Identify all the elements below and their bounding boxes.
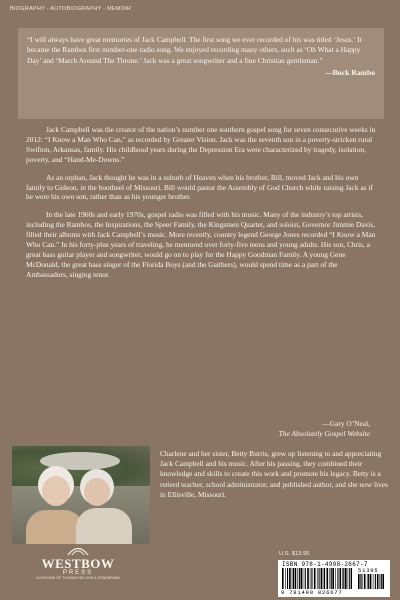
- barcode-bar: [285, 568, 286, 589]
- barcode-bar: [380, 574, 381, 589]
- endorsement-attribution: —Buck Rambo: [324, 68, 375, 78]
- barcode-bars-main: [282, 568, 352, 589]
- barcode-bar: [305, 568, 306, 589]
- barcode-bar: [303, 568, 304, 589]
- description-paragraph-2: As an orphan, Jack thought he was in a suburb of Heaven when his brother, Bill, moved Jack and his own family to Gideon, in the bootheel of Missouri. Bill would pastor the Assembly of God Church while raising Jack as if he were his own son, rather than as his younger brother.: [26, 172, 373, 202]
- photo-fountain: [40, 452, 120, 470]
- barcode-bar: [345, 568, 347, 589]
- genre-label: BIOGRAPHY - AUTOBIOGRAPHY - MEMOIR: [10, 6, 132, 12]
- arch-icon: [67, 546, 89, 555]
- barcode-bar: [282, 568, 284, 589]
- barcode-bars-addon: [358, 574, 384, 589]
- isbn-text: ISBN 978-1-4908-2667-7: [282, 561, 368, 568]
- barcode-bar: [364, 574, 366, 589]
- barcode-bar: [351, 568, 352, 589]
- author-bio: [160, 449, 388, 500]
- barcode-bar: [323, 568, 324, 589]
- barcode-bar: [301, 568, 303, 589]
- barcode-bar: [343, 568, 344, 589]
- barcode-bar: [331, 568, 332, 589]
- description-body: [26, 125, 376, 288]
- barcode-bar: [287, 568, 288, 589]
- barcode-bar: [358, 574, 360, 589]
- barcode-bar: [321, 568, 323, 589]
- barcode-bar: [370, 574, 372, 589]
- barcode-bar: [310, 568, 311, 589]
- barcode-bar: [373, 574, 374, 589]
- barcode-bar: [349, 568, 350, 589]
- barcode-bar: [375, 574, 376, 589]
- signature-name: —Gary O’Neal,: [322, 419, 370, 428]
- barcode-bar: [368, 574, 369, 589]
- photo-person-right-body: [76, 508, 132, 544]
- publisher-logo: [18, 546, 138, 581]
- publisher-press: PRESS: [62, 570, 94, 576]
- price-label: U.S. $13.95: [279, 551, 310, 557]
- ean-text: 9 781490 826677: [281, 589, 343, 596]
- endorsement-quote-box: [18, 28, 384, 119]
- review-signature: [279, 419, 370, 439]
- barcode-bar: [348, 568, 349, 589]
- photo-person-right-head: [84, 478, 110, 506]
- barcode-bar: [317, 568, 318, 589]
- barcode-bar: [319, 568, 320, 589]
- barcode-bar: [289, 568, 291, 589]
- barcode-bar: [342, 568, 343, 589]
- barcode-bar: [327, 568, 329, 589]
- barcode-bar: [382, 574, 384, 589]
- barcode-bar: [293, 568, 294, 589]
- description-paragraph-1: Jack Campbell was the creator of the nation’s number one southern gospel song for seven consecutive weeks in 2012: “I Know a Man Who Can,” as recorded by Greater Vision. Jack was the seventh son in a poverty-stricken rural Swifton, Arkansas, family. His childhood years during the Depression Era were characterized by tragedy, isolation, poverty, and “Hand-Me-Downs.”: [26, 125, 376, 164]
- barcode-bar: [292, 568, 293, 589]
- author-bio-text: Charlene and her sister, Betty Burris, grew up listening to and appreciating Jack Campbell and his music. After his passing, they combined their knowledge and skills to create this work and promote his legacy. Betty is a retired teacher, school administrator, and published author, and she now lives in Ellisville, Missouri.: [160, 449, 388, 499]
- barcode-bar: [381, 574, 382, 589]
- barcode-bar: [311, 568, 312, 589]
- barcode-bar: [299, 568, 300, 589]
- signature-source: The Absolutely Gospel Website: [278, 428, 370, 438]
- photo-person-left-head: [42, 476, 70, 506]
- publisher-name: WESTBOW: [41, 556, 115, 571]
- author-photo: [12, 446, 150, 544]
- description-paragraph-3: In the late 1960s and early 1970s, gospel radio was filled with his music. Many of the industry’s top artists, including the Rambos, the Inspirations, the Speer Family, the Kingsmen Quartet, and soloist, Governor Jimmie Davis, filled their albums with Jack Campbell’s music. More recently, country legend George Jones recorded “I Know a Man Who Can.” In his forty-plus years of traveling, he mentored over forty-five teens and young adults. His son, Chris, a great bass guitar player and songwriter, would go on to play for the Happy Goodman Family. A young Gene McDonald, the great bass singer of the Florida Boys (and the Gaithers), would spend time as a part of the Ambassadors, singing tenor.: [26, 210, 376, 279]
- barcode-bar: [377, 574, 379, 589]
- barcode: [278, 560, 390, 597]
- barcode-bar: [340, 568, 342, 589]
- barcode-bar: [330, 568, 331, 589]
- barcode-addon-text: 51395: [358, 567, 379, 574]
- barcode-bar: [361, 574, 362, 589]
- barcode-bar: [335, 568, 336, 589]
- endorsement-quote-text: “I will always have great memories of Jack Campbell. The first song we ever recorded of his was titled ‘Jesus.’ It became the Rambos first number-one radio song. We enjoyed recording many others, such as ‘Oh What a Happy Day’ and ‘March Around The Throne.’ Jack was a great songwriter and a fine Christian gentleman.”: [27, 35, 362, 65]
- barcode-bar: [337, 568, 338, 589]
- barcode-bar: [367, 574, 368, 589]
- barcode-bar: [332, 568, 334, 589]
- barcode-bar: [307, 568, 309, 589]
- barcode-bar: [295, 568, 297, 589]
- barcode-bar: [314, 568, 316, 589]
- barcode-bar: [297, 568, 298, 589]
- barcode-bar: [324, 568, 325, 589]
- publisher-division: A DIVISION OF THOMAS NELSON & ZONDERVAN: [36, 576, 120, 580]
- barcode-bar: [360, 574, 361, 589]
